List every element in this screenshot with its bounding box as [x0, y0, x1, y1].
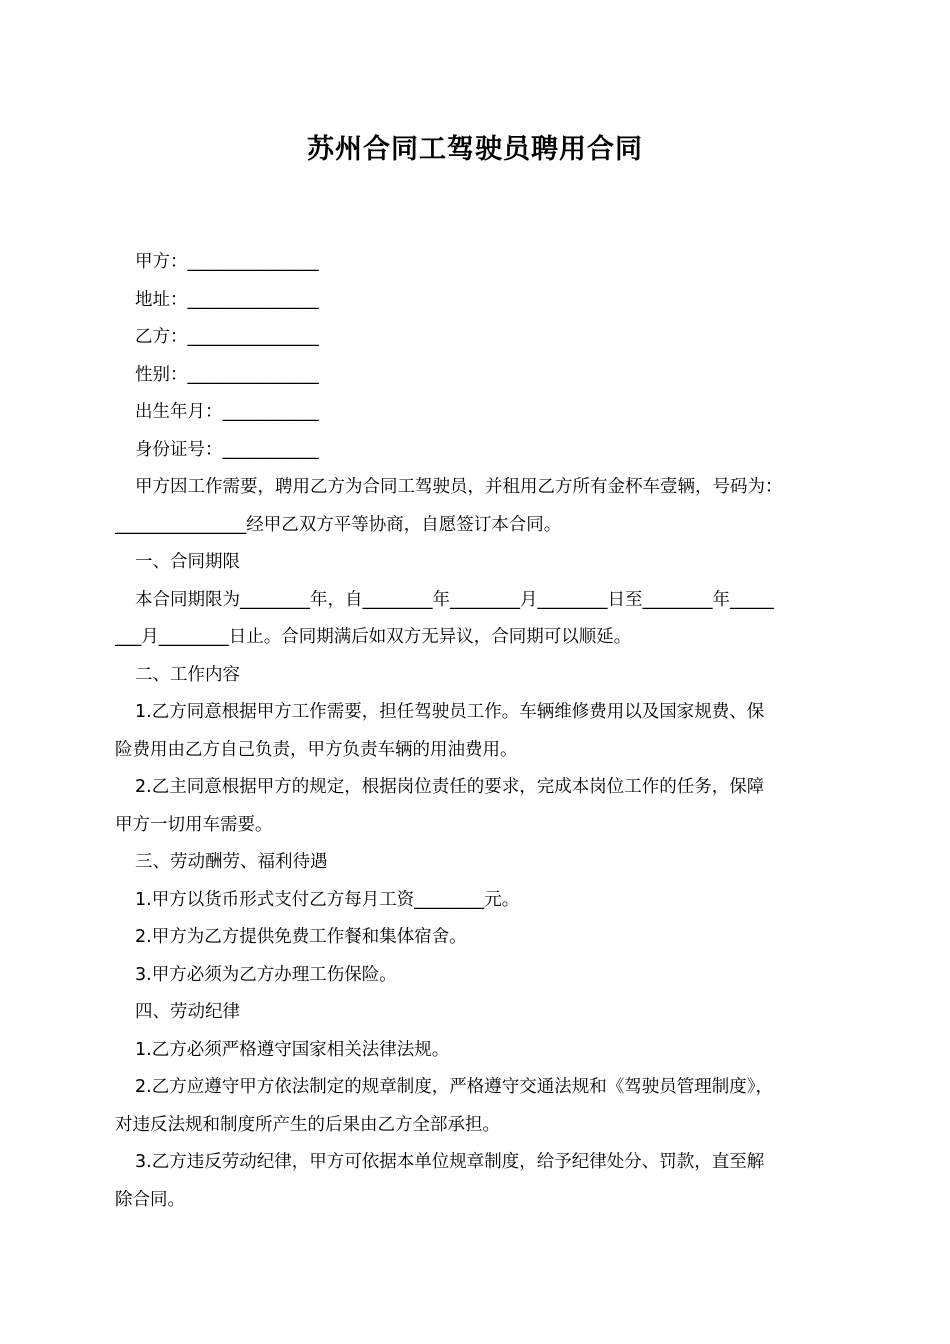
- text-line: 本合同期限为________年，自________年________月________日至________年_____: [135, 589, 774, 610]
- text-line: 1.乙方必须严格遵守国家相关法律法规。: [135, 1039, 450, 1060]
- document-body: [115, 244, 850, 1219]
- text-line: 险费用由乙方自己负责，甲方负责车辆的用油费用。: [115, 739, 518, 760]
- text-line: 四、劳动纪律: [135, 1002, 240, 1022]
- text-line: 2.乙主同意根据甲方的规定，根据岗位责任的要求，完成本岗位工作的任务，保障: [135, 777, 765, 797]
- text-line: 1.甲方以货币形式支付乙方每月工资________元。: [135, 889, 520, 910]
- text-line: 1.乙方同意根据甲方工作需要，担任驾驶员工作。车辆维修费用以及国家规费、保: [135, 702, 765, 722]
- text-line: 甲方：_______________: [135, 252, 319, 272]
- text-line: 3.乙方违反劳动纪律，甲方可依据本单位规章制度，给予纪律处分、罚款，直至解: [135, 1152, 765, 1172]
- text-line: 2.乙方应遵守甲方依法制定的规章制度，严格遵守交通法规和《驾驶员管理制度》，: [135, 1077, 773, 1097]
- text-line: 除合同。: [115, 1189, 185, 1210]
- text-line: 三、劳动酬劳、福利待遇: [135, 852, 328, 872]
- text-line: 甲方因工作需要，聘用乙方为合同工驾驶员，并租用乙方所有金杯车壹辆，号码为：: [135, 477, 783, 497]
- text-line: _______________经甲乙双方平等协商，自愿签订本合同。: [115, 514, 562, 535]
- text-line: 身份证号：___________: [135, 439, 319, 460]
- text-line: 二、工作内容: [135, 664, 240, 685]
- text-line: 性别：_______________: [135, 364, 319, 385]
- text-line: 甲方一切用车需要。: [115, 814, 273, 835]
- text-line: 对违反法规和制度所产生的后果由乙方全部承担。: [115, 1114, 500, 1135]
- text-line: 地址：_______________: [135, 289, 319, 310]
- text-line: 一、合同期限: [135, 552, 240, 572]
- document-title: 苏州合同工驾驶员聘用合同: [307, 134, 643, 165]
- text-line: 乙方：_______________: [135, 327, 319, 347]
- text-line: 出生年月：___________: [135, 402, 319, 422]
- text-line: ___月________日止。合同期满后如双方无异议，合同期可以顺延。: [115, 627, 632, 647]
- text-line: 3.甲方必须为乙方办理工伤保险。: [135, 964, 397, 985]
- text-line: 2.甲方为乙方提供免费工作餐和集体宿舍。: [135, 927, 467, 947]
